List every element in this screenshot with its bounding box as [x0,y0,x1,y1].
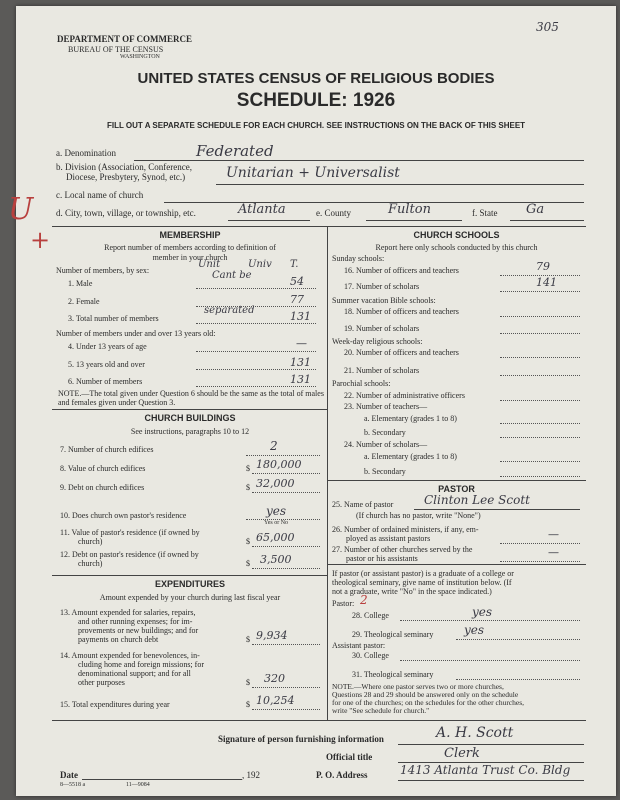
q16-label: 16. Number of officers and teachers [344,266,459,275]
division-line [216,184,584,185]
q30-label: 30. College [352,651,389,660]
po-address-value: 1413 Atlanta Trust Co. Bldg [400,763,571,777]
col-note-univ: Univ [248,259,272,270]
total-members-label: 3. Total number of members [68,314,159,323]
q21-label: 21. Number of scholars [344,366,420,375]
column-divider [327,226,328,720]
q14-value: 320 [264,672,285,685]
state-value: Ga [526,202,545,217]
county-label: e. County [316,208,351,218]
q24b-line [500,476,580,477]
q31-line [456,679,580,680]
bureau-label: BUREAU OF THE CENSUS [68,45,164,54]
local-name-line [164,202,584,203]
grad-line-2: theological seminary, give name of institution below. (If [332,578,512,587]
q23-label: 23. Number of teachers— [344,402,428,411]
male-note: Cant be [212,270,252,281]
signature-line [398,744,584,745]
pastor-label: Pastor: [332,599,355,608]
vacation-label: Summer vacation Bible schools: [332,296,436,305]
q26-label-1: 26. Number of ordained ministers, if any, em- [332,525,479,534]
city-label: WASHINGTON [120,54,160,60]
q25-label: 25. Name of pastor [332,500,394,509]
q15-value: 10,254 [256,694,295,707]
city-line [228,220,310,221]
local-name-label: c. Local name of church [56,190,144,200]
female-value: 77 [290,293,304,306]
q13-value: 9,934 [256,629,288,642]
q27-value: — [548,546,559,559]
pastor-title: PASTOR [438,484,475,494]
q18-label: 18. Number of officers and teachers [344,307,459,316]
q7-label: 7. Number of church edifices [60,445,154,454]
denomination-value: Federated [196,142,274,160]
q26-label-2: ployed as assistant pastors [346,534,431,543]
q29-value: yes [464,623,485,637]
buildings-title: CHURCH BUILDINGS [144,413,236,423]
male-line [196,288,316,289]
q12-dollar: $ [246,559,250,568]
grad-line-1: If pastor (or assistant pastor) is a graduate of a college or [332,569,514,578]
q24a-label: a. Elementary (grades 1 to 8) [364,452,457,461]
pastor-mid-rule [327,564,586,565]
q29-label: 29. Theological seminary [352,630,434,639]
q7-value: 2 [270,439,278,453]
q9-value: 32,000 [256,477,295,490]
q14-dollar: $ [246,678,250,687]
signature-value: A. H. Scott [436,725,514,741]
q24-label: 24. Number of scholars— [344,440,428,449]
q14-line-2: cluding home and foreign missions; for [78,660,204,669]
col-note-unit: Unit [198,259,221,270]
parochial-label: Parochial schools: [332,379,391,388]
q8-line [252,473,320,474]
q21-line [500,375,580,376]
q25-hint: (If church has no pastor, write "None") [356,511,481,520]
denomination-label: a. Denomination [56,148,116,158]
q13-line-3: provements or new buildings; and for [78,626,199,635]
q28-line [400,620,580,621]
q15-dollar: $ [246,700,250,709]
q12-label-1: 12. Debt on pastor's residence (if owned by [60,550,199,559]
q31-label: 31. Theological seminary [352,670,434,679]
total-members-value: 131 [290,310,311,323]
weekday-label: Week-day religious schools: [332,337,423,346]
q30-line [400,660,580,661]
pastor-note-4: write "See schedule for church." [332,706,430,715]
census-form [8,6,616,796]
q11-value: 65,000 [256,531,295,544]
pastor-red-mark: 2 [360,593,368,607]
over13-value: 131 [290,356,311,369]
city-field-label: d. City, town, village, or township, etc. [56,208,196,218]
corner-number: 305 [536,20,559,34]
over13-label: 5. 13 years old and over [68,360,145,369]
q13-line [252,644,320,645]
expenditures-title: EXPENDITURES [154,579,225,589]
pastor-note-1: NOTE.—Where one pastor serves two or more churches, [332,682,504,691]
q27-label-1: 27. Number of other churches served by the [332,545,473,554]
total-members-note: separated [204,305,255,316]
membership-intro-1: Report number of members according to definition of [104,243,276,252]
pastor-note-3: for one of the churches; on the schedules for the other churches, [332,698,525,707]
q28-value: yes [472,605,493,619]
grad-line-3: not a graduate, write "No" in the space indicated.) [332,587,492,596]
q18-line [500,316,580,317]
q9-label: 9. Debt on church edifices [60,483,145,492]
q8-label: 8. Value of church edifices [60,464,146,473]
q12-label-2: church) [78,559,103,568]
q15-line [252,709,320,710]
membership-note: NOTE.—The total given under Question 6 should be the same as the total of males and females given under Question 3. [58,389,324,407]
form-title: UNITED STATES CENSUS OF RELIGIOUS BODIES [137,70,495,87]
section-bottom-rule [52,720,586,721]
denomination-line [134,160,584,161]
under13-label: 4. Under 13 years of age [68,342,147,351]
q26-value: — [548,528,559,541]
division-label-2: Diocese, Presbytery, Synod, etc.) [66,172,186,182]
print-number: 11—9084 [126,782,150,788]
q23b-label: b. Secondary [364,428,406,437]
q24b-label: b. Secondary [364,467,406,476]
q11-label-2: church) [78,537,103,546]
q11-dollar: $ [246,537,250,546]
assistant-label: Assistant pastor: [332,641,386,650]
pastor-note-2: Questions 28 and 29 should be answered only on the schedule [332,690,519,699]
q10-label: 10. Does church own pastor's residence [60,511,187,520]
q16-value: 79 [536,260,550,273]
q26-line [500,543,580,544]
po-address-line [398,780,584,781]
q13-dollar: $ [246,635,250,644]
female-label: 2. Female [68,297,100,306]
q29-line [456,639,580,640]
date-line [82,779,242,780]
q23b-line [500,437,580,438]
total6-label: 6. Number of members [68,377,143,386]
section-top-rule [52,226,586,227]
q10-value: yes [266,504,287,518]
q9-dollar: $ [246,483,250,492]
official-title-value: Clerk [444,746,480,761]
q8-value: 180,000 [256,458,302,471]
q13-line-2: and other running expenses; for im- [78,617,193,626]
total-members-line [196,323,316,324]
expenditures-sub: Amount expended by your church during last fiscal year [99,593,281,602]
buildings-sub: See instructions, paragraphs 10 to 12 [130,427,250,436]
q17-line [500,291,580,292]
schools-bottom-rule [327,480,586,481]
city-value: Atlanta [238,202,286,217]
male-label: 1. Male [68,279,93,288]
buildings-bottom-rule [52,575,328,576]
q22-line [500,400,580,401]
dept-label: DEPARTMENT OF COMMERCE [57,34,193,44]
q27-line [500,561,580,562]
q19-line [500,333,580,334]
col-note-t: T. [290,259,299,270]
q20-label: 20. Number of officers and teachers [344,348,459,357]
q13-line-1: 13. Amount expended for salaries, repairs, [60,608,196,617]
q28-label: 28. College [352,611,389,620]
q12-line [252,568,320,569]
q25-line [414,509,580,510]
total6-value: 131 [290,373,311,386]
q20-line [500,357,580,358]
q27-label-2: pastor or his assistants [346,554,418,563]
membership-title: MEMBERSHIP [159,230,221,240]
age-head-label: Number of members under and over 13 years old: [56,329,216,338]
membership-bottom-rule [52,409,328,410]
q11-line [252,546,320,547]
q14-line-3: denominational support; and for all [78,669,191,678]
instruction-line: FILL OUT A SEPARATE SCHEDULE FOR EACH CHURCH. SEE INSTRUCTIONS ON THE BACK OF THIS SHEET [106,121,526,130]
q22-label: 22. Number of administrative officers [344,391,465,400]
official-title-label: Official title [326,752,373,762]
po-address-label: P. O. Address [316,770,368,780]
q10-hint: Yes or No [264,520,289,526]
q23a-label: a. Elementary (grades 1 to 8) [364,414,457,423]
q12-value: 3,500 [260,553,292,566]
q23a-line [500,423,580,424]
state-line [510,220,584,221]
date-label: Date [60,770,78,780]
margin-u-mark: U [8,192,34,227]
membership-intro-2: member in your church [152,253,228,262]
sunday-label: Sunday schools: [332,254,385,263]
signature-label: Signature of person furnishing information [218,734,384,744]
under13-line [196,351,316,352]
margin-plus-mark: + [30,226,51,254]
q9-line [252,492,320,493]
over13-line [196,369,316,370]
q17-value: 141 [536,276,557,289]
q24a-line [500,461,580,462]
q14-line-4: other purposes [78,678,125,687]
q7-line [246,455,320,456]
county-value: Fulton [388,202,431,217]
total6-line [196,386,316,387]
q19-label: 19. Number of scholars [344,324,420,333]
under13-value: — [296,337,307,350]
year-label: , 192 [242,770,260,780]
q14-line [252,687,320,688]
q15-label: 15. Total expenditures during year [60,700,170,709]
schools-sub: Report here only schools conducted by this church [375,243,538,252]
q14-line-1: 14. Amount expended for benevolences, in- [60,651,200,660]
schedule-title: SCHEDULE: 1926 [236,90,396,111]
schools-title: CHURCH SCHOOLS [413,230,500,240]
q8-dollar: $ [246,464,250,473]
q17-label: 17. Number of scholars [344,282,420,291]
q25-value: Clinton Lee Scott [424,493,530,507]
q11-label-1: 11. Value of pastor's residence (if owned by [60,528,200,537]
male-value: 54 [290,275,304,288]
state-label: f. State [472,208,498,218]
county-line [366,220,462,221]
q13-line-4: payments on church debt [78,635,159,644]
members-by-sex-label: Number of members, by sex: [56,266,150,275]
division-label-1: b. Division (Association, Conference, [56,162,192,172]
division-value: Unitarian + Universalist [226,165,400,181]
form-number: 8—5518 a [60,782,86,788]
